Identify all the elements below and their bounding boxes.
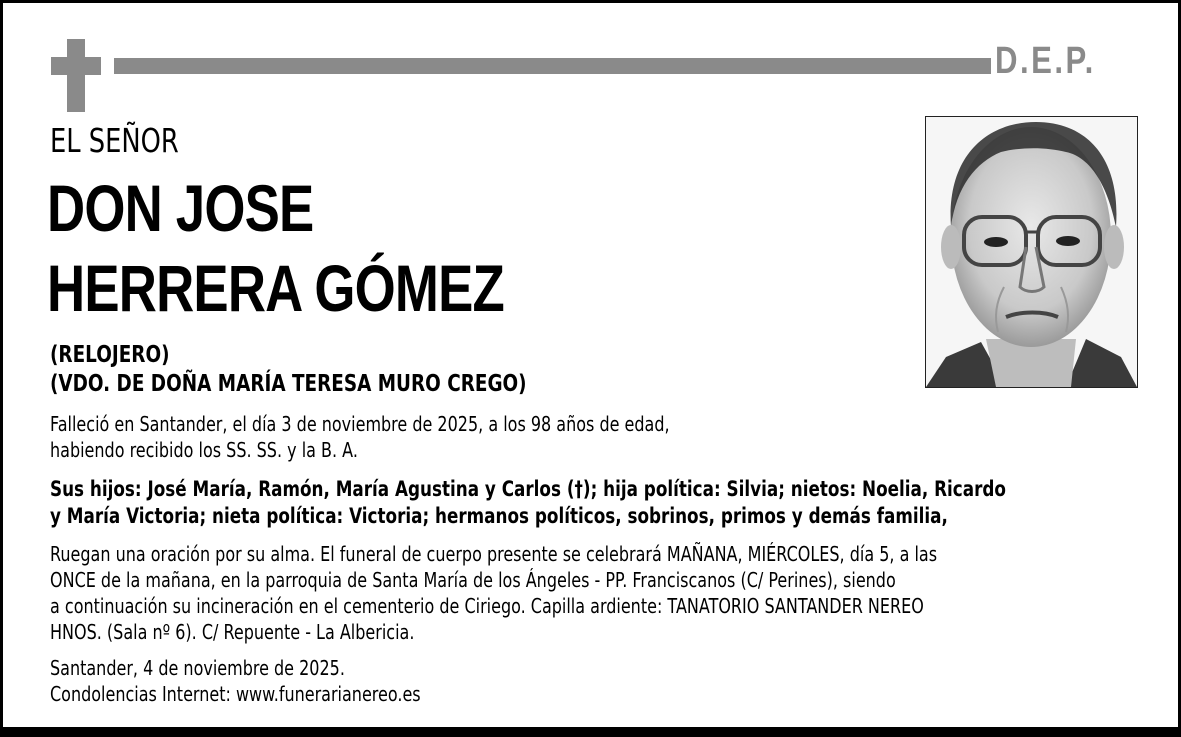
deceased-name-line2: HERRERA GÓMEZ [47,251,504,325]
death-notice-line: habiendo recibido los SS. SS. y la B. A. [50,438,358,462]
dep-label: D.E.P. [995,40,1096,82]
portrait-photo [925,116,1138,388]
latin-cross-icon [67,39,85,112]
funeral-line: Ruegan una oración por su alma. El funeral de cuerpo presente se celebrará MAÑANA, MIÉRCOLES, día 5, a las [50,542,938,566]
header-rule [114,58,991,74]
family-line: y María Victoria; nieta política: Victoria; hermanos políticos, sobrinos, primos y demás familia, [50,504,948,528]
widower-of: (VDO. DE DOÑA MARÍA TERESA MURO CREGO) [50,371,527,397]
latin-cross-icon-arm [51,57,101,75]
occupation: (RELOJERO) [50,342,170,368]
condolences-line: Condolencias Internet: www.funerarianereo.es [50,682,421,706]
portrait-illustration [926,117,1137,387]
honorific-title: EL SEÑOR [50,121,179,160]
family-line: Sus hijos: José María, Ramón, María Agustina y Carlos (†); hija política: Silvia; nietos: Noelia, Ricardo [50,477,1006,501]
place-date-line: Santander, 4 de noviembre de 2025. [50,656,345,680]
funeral-line: ONCE de la mañana, en la parroquia de Santa María de los Ángeles - PP. Franciscanos (C/ Perines), siendo [50,568,896,592]
funeral-line: a continuación su incineración en el cementerio de Ciriego. Capilla ardiente: TANATORIO SANTANDER NEREO [50,594,924,618]
funeral-line: HNOS. (Sala nº 6). C/ Repuente - La Albericia. [50,620,415,644]
death-notice-line: Falleció en Santander, el día 3 de noviembre de 2025, a los 98 años de edad, [50,412,670,436]
deceased-name-line1: DON JOSE [47,171,314,245]
